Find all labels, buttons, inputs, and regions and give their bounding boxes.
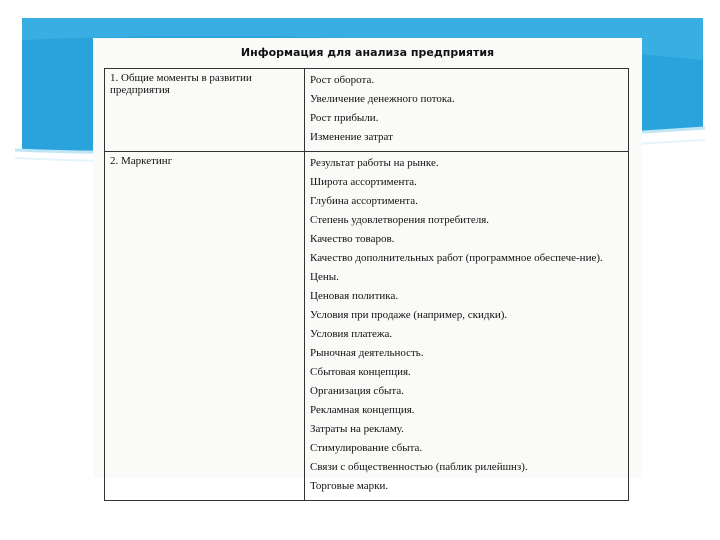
list-item: Рост оборота. <box>310 74 375 86</box>
table-row <box>105 152 629 501</box>
section-items <box>305 69 629 152</box>
list-item: Затраты на рекламу. <box>310 423 404 435</box>
table-row <box>105 69 629 152</box>
list-item: Рекламная концепция. <box>310 404 415 416</box>
list-item: Условия платежа. <box>310 328 393 340</box>
list-item: Результат работы на рынке. <box>310 157 439 169</box>
list-item: Рыночная деятельность. <box>310 347 424 359</box>
list-item: Стимулирование сбыта. <box>310 442 423 454</box>
list-item: Сбытовая концепция. <box>310 366 411 378</box>
list-item: Увеличение денежного потока. <box>310 93 455 105</box>
list-item: Условия при продаже (например, скидки). <box>310 309 508 321</box>
section-topic: 1. Общие моменты в развитии предприятия <box>105 69 305 152</box>
list-item: Изменение затрат <box>310 131 393 143</box>
list-item: Степень удовлетворения потребителя. <box>310 214 490 226</box>
list-item: Качество дополнительных работ (программное обеспече-ние). <box>310 252 603 264</box>
list-item: Ценовая политика. <box>310 290 399 302</box>
section-items <box>305 152 629 501</box>
section-topic: 2. Маркетинг <box>105 152 305 501</box>
list-item: Организация сбыта. <box>310 385 404 397</box>
document-scan <box>93 38 642 492</box>
info-table <box>104 68 629 501</box>
list-item: Цены. <box>310 271 339 283</box>
list-item: Качество товаров. <box>310 233 395 245</box>
list-item: Рост прибыли. <box>310 112 379 124</box>
list-item: Широта ассортимента. <box>310 176 417 188</box>
document-title: Информация для анализа предприятия <box>240 46 495 59</box>
list-item: Торговые марки. <box>310 480 389 492</box>
list-item: Связи с общественностью (паблик рилейшнз). <box>310 461 528 473</box>
list-item: Глубина ассортимента. <box>310 195 418 207</box>
